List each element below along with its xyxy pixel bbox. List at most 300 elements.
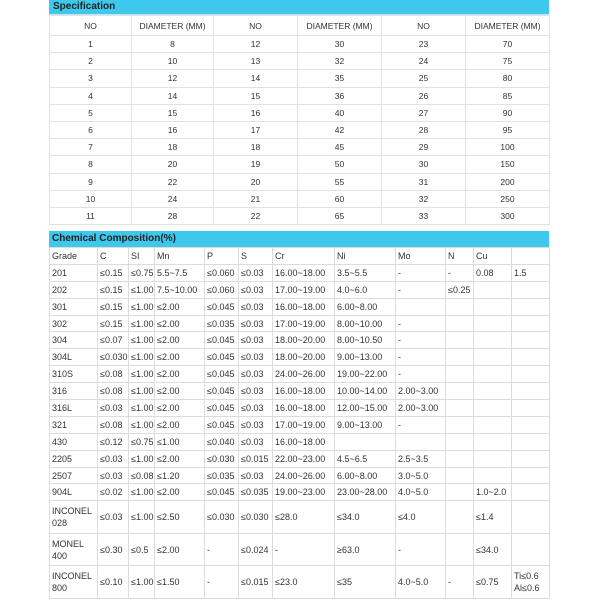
table-cell: ≤0.015 — [239, 566, 273, 599]
table-cell: 32 — [298, 53, 382, 70]
table-cell: ≤35 — [335, 566, 396, 599]
grade-cell: 304 — [50, 332, 98, 349]
table-cell: 5 — [50, 104, 132, 121]
table-cell: ≤0.03 — [98, 501, 129, 534]
table-cell: ≤23.0 — [273, 566, 335, 599]
table-row — [50, 87, 550, 104]
spec-header-cell: NO — [50, 16, 132, 36]
table-cell: 29 — [382, 139, 466, 156]
table-cell: 30 — [382, 156, 466, 173]
grade-cell: 2507 — [50, 467, 98, 484]
grade-cell: 430 — [50, 433, 98, 450]
table-cell: ≤34.0 — [335, 501, 396, 534]
table-cell: ≤1.00 — [129, 501, 155, 534]
table-cell: 18.00~20.00 — [273, 332, 335, 349]
chemical-composition-table — [49, 231, 549, 599]
table-cell — [474, 349, 512, 366]
table-cell — [512, 484, 550, 501]
table-cell — [512, 349, 550, 366]
table-cell: 24.00~26.00 — [273, 467, 335, 484]
table-cell: 90 — [466, 104, 550, 121]
table-cell: 25 — [382, 70, 466, 87]
table-cell: ≤0.12 — [98, 433, 129, 450]
table-cell: - — [273, 533, 335, 566]
table-cell: 16 — [214, 104, 298, 121]
table-cell — [512, 332, 550, 349]
table-cell: 23 — [382, 36, 466, 53]
table-cell: ≤0.30 — [98, 533, 129, 566]
table-row — [50, 190, 550, 207]
table-cell: ≤2.00 — [155, 315, 205, 332]
table-cell: 100 — [466, 139, 550, 156]
table-row — [50, 332, 550, 349]
grade-cell: INCONEL 028 — [50, 501, 98, 534]
table-cell: - — [446, 264, 474, 281]
table-cell: ≤1.00 — [129, 366, 155, 383]
table-cell: 8.00~10.00 — [335, 315, 396, 332]
table-cell: ≤0.045 — [205, 484, 239, 501]
table-cell — [396, 298, 446, 315]
table-cell: - — [396, 332, 446, 349]
table-cell: 8.00~10.50 — [335, 332, 396, 349]
table-row — [50, 173, 550, 190]
table-cell: 16.00~18.00 — [273, 298, 335, 315]
table-cell: ≤0.060 — [205, 264, 239, 281]
table-cell: 15 — [214, 87, 298, 104]
table-cell: 16.00~18.00 — [273, 433, 335, 450]
table-row — [50, 433, 550, 450]
chem-header-cell: Cr — [273, 248, 335, 265]
table-row — [50, 139, 550, 156]
table-cell: 1.5 — [512, 264, 550, 281]
table-cell: 16 — [132, 121, 214, 138]
table-cell: ≤1.00 — [129, 484, 155, 501]
chem-header-cell: S — [239, 248, 273, 265]
table-cell: 10 — [50, 190, 132, 207]
table-cell: 4.0~5.0 — [396, 484, 446, 501]
table-cell: ≤0.03 — [98, 467, 129, 484]
table-cell: ≤1.00 — [129, 416, 155, 433]
table-cell: 4.5~6.5 — [335, 450, 396, 467]
table-cell: 50 — [298, 156, 382, 173]
table-cell: ≤0.030 — [239, 501, 273, 534]
chem-header-cell: P — [205, 248, 239, 265]
table-cell: ≤1.00 — [129, 315, 155, 332]
table-cell — [512, 400, 550, 417]
table-cell — [474, 281, 512, 298]
chem-header-cell: Ni — [335, 248, 396, 265]
table-cell: ≤1.00 — [129, 450, 155, 467]
table-cell: 15 — [132, 104, 214, 121]
table-cell: 2.00~3.00 — [396, 383, 446, 400]
table-cell: 10 — [132, 53, 214, 70]
table-row — [50, 36, 550, 53]
table-cell: 20 — [214, 173, 298, 190]
table-cell — [446, 501, 474, 534]
specification-title: Specification — [49, 0, 549, 15]
table-cell: ≤0.03 — [98, 450, 129, 467]
table-cell: ≤0.03 — [239, 281, 273, 298]
table-cell: 0.08 — [474, 264, 512, 281]
chem-header-cell: Mo — [396, 248, 446, 265]
chemical-composition-title: Chemical Composition(%) — [49, 231, 549, 247]
spec-header-cell: DIAMETER (MM) — [132, 16, 214, 36]
table-cell — [446, 400, 474, 417]
table-cell — [446, 383, 474, 400]
grade-cell: 304L — [50, 349, 98, 366]
specification-grid — [49, 15, 550, 225]
table-cell — [512, 366, 550, 383]
grade-cell: INCONEL 800 — [50, 566, 98, 599]
table-cell — [474, 416, 512, 433]
table-cell — [446, 332, 474, 349]
table-cell — [446, 433, 474, 450]
table-cell — [512, 383, 550, 400]
table-cell: Ti≤0.6 Al≤0.6 — [512, 566, 550, 599]
table-cell: ≤2.00 — [155, 450, 205, 467]
table-cell: 9 — [50, 173, 132, 190]
table-cell: ≤2.00 — [155, 533, 205, 566]
table-cell: ≤0.03 — [239, 416, 273, 433]
table-cell: 250 — [466, 190, 550, 207]
table-cell: 200 — [466, 173, 550, 190]
table-cell: - — [396, 281, 446, 298]
table-cell: 24.00~26.00 — [273, 366, 335, 383]
chem-header-cell: C — [98, 248, 129, 265]
grade-cell: 302 — [50, 315, 98, 332]
chem-header-cell: Grade — [50, 248, 98, 265]
table-cell: 300 — [466, 207, 550, 224]
table-cell: ≤0.035 — [239, 484, 273, 501]
table-cell: - — [396, 315, 446, 332]
table-cell: ≤0.15 — [98, 315, 129, 332]
table-cell — [446, 450, 474, 467]
table-row — [50, 264, 550, 281]
table-cell — [396, 433, 446, 450]
table-cell: 95 — [466, 121, 550, 138]
grade-cell: MONEL 400 — [50, 533, 98, 566]
table-cell: 150 — [466, 156, 550, 173]
table-cell: 24 — [382, 53, 466, 70]
table-cell: 21 — [214, 190, 298, 207]
table-cell: ≤0.045 — [205, 332, 239, 349]
table-cell: 11 — [50, 207, 132, 224]
table-cell: 70 — [466, 36, 550, 53]
table-cell: 4 — [50, 87, 132, 104]
table-cell: 6.00~8.00 — [335, 467, 396, 484]
table-cell: ≤1.00 — [129, 298, 155, 315]
table-cell: ≤0.03 — [239, 349, 273, 366]
table-cell: ≤0.060 — [205, 281, 239, 298]
table-cell — [512, 467, 550, 484]
spec-header-cell: NO — [214, 16, 298, 36]
table-cell: 45 — [298, 139, 382, 156]
table-cell: ≤2.00 — [155, 349, 205, 366]
table-cell: 8 — [132, 36, 214, 53]
table-cell: ≤0.030 — [205, 450, 239, 467]
table-cell: 42 — [298, 121, 382, 138]
table-cell: 14 — [132, 87, 214, 104]
table-cell — [446, 467, 474, 484]
table-cell: ≤0.045 — [205, 416, 239, 433]
table-cell: 9.00~13.00 — [335, 349, 396, 366]
table-cell: ≤0.10 — [98, 566, 129, 599]
table-cell: 55 — [298, 173, 382, 190]
table-row — [50, 281, 550, 298]
table-row — [50, 501, 550, 534]
spec-header-row — [50, 16, 550, 36]
table-cell: ≤2.00 — [155, 383, 205, 400]
table-cell — [512, 281, 550, 298]
table-row — [50, 416, 550, 433]
table-cell: 80 — [466, 70, 550, 87]
table-cell: ≤0.02 — [98, 484, 129, 501]
table-cell: ≤2.00 — [155, 484, 205, 501]
table-row — [50, 450, 550, 467]
table-cell: 26 — [382, 87, 466, 104]
table-row — [50, 298, 550, 315]
chem-header-cell: Cu — [474, 248, 512, 265]
table-cell: ≤0.015 — [239, 450, 273, 467]
table-cell: ≤0.035 — [205, 315, 239, 332]
table-cell: 60 — [298, 190, 382, 207]
table-cell: 10.00~14.00 — [335, 383, 396, 400]
table-cell: 7.5~10.00 — [155, 281, 205, 298]
table-cell — [446, 533, 474, 566]
table-row — [50, 383, 550, 400]
table-row — [50, 484, 550, 501]
table-cell — [474, 383, 512, 400]
table-cell: ≤0.25 — [446, 281, 474, 298]
table-row — [50, 104, 550, 121]
grade-cell: 301 — [50, 298, 98, 315]
grade-cell: 316L — [50, 400, 98, 417]
grade-cell: 904L — [50, 484, 98, 501]
table-cell: ≤4.0 — [396, 501, 446, 534]
chem-header-cell: Mn — [155, 248, 205, 265]
table-cell: ≤0.03 — [239, 400, 273, 417]
table-cell — [474, 433, 512, 450]
table-cell: 31 — [382, 173, 466, 190]
table-cell: 27 — [382, 104, 466, 121]
table-cell: 5.5~7.5 — [155, 264, 205, 281]
table-cell: ≤2.50 — [155, 501, 205, 534]
table-cell: ≤0.08 — [98, 366, 129, 383]
table-cell: ≤0.15 — [98, 281, 129, 298]
table-cell: 17.00~19.00 — [273, 281, 335, 298]
grade-cell: 202 — [50, 281, 98, 298]
table-cell: ≤1.00 — [129, 383, 155, 400]
table-cell — [474, 332, 512, 349]
table-cell: ≤1.00 — [129, 332, 155, 349]
table-cell: ≤0.03 — [98, 400, 129, 417]
table-cell: 32 — [382, 190, 466, 207]
table-cell: ≤0.040 — [205, 433, 239, 450]
table-cell: 13 — [214, 53, 298, 70]
table-cell: 65 — [298, 207, 382, 224]
table-cell: - — [205, 533, 239, 566]
table-cell: 75 — [466, 53, 550, 70]
table-cell: 28 — [382, 121, 466, 138]
table-cell: 12.00~15.00 — [335, 400, 396, 417]
table-cell: ≤0.045 — [205, 400, 239, 417]
table-cell: 19.00~22.00 — [335, 366, 396, 383]
table-cell: ≤0.07 — [98, 332, 129, 349]
table-cell — [474, 366, 512, 383]
table-cell: 24 — [132, 190, 214, 207]
table-cell: 17 — [214, 121, 298, 138]
spec-header-cell: DIAMETER (MM) — [466, 16, 550, 36]
table-cell: 40 — [298, 104, 382, 121]
table-cell: 8 — [50, 156, 132, 173]
grade-cell: 2205 — [50, 450, 98, 467]
table-row — [50, 315, 550, 332]
table-cell: ≤1.00 — [129, 349, 155, 366]
table-cell: ≤0.08 — [98, 416, 129, 433]
table-cell: 19 — [214, 156, 298, 173]
table-cell: - — [396, 264, 446, 281]
table-cell: 23.00~28.00 — [335, 484, 396, 501]
table-cell: - — [446, 566, 474, 599]
table-cell — [512, 416, 550, 433]
table-cell — [474, 298, 512, 315]
table-cell: 18.00~20.00 — [273, 349, 335, 366]
table-cell: ≤0.03 — [239, 298, 273, 315]
table-cell: ≤2.00 — [155, 416, 205, 433]
table-cell — [474, 400, 512, 417]
table-cell: ≤0.03 — [239, 383, 273, 400]
grade-cell: 201 — [50, 264, 98, 281]
table-cell: ≤28.0 — [273, 501, 335, 534]
table-cell: ≤34.0 — [474, 533, 512, 566]
table-cell: 2.00~3.00 — [396, 400, 446, 417]
table-cell: 4.0~6.0 — [335, 281, 396, 298]
table-cell: 7 — [50, 139, 132, 156]
table-row — [50, 366, 550, 383]
table-row — [50, 533, 550, 566]
table-cell: - — [396, 533, 446, 566]
table-row — [50, 467, 550, 484]
table-cell — [512, 450, 550, 467]
spec-header-cell: DIAMETER (MM) — [298, 16, 382, 36]
table-cell: ≤0.15 — [98, 264, 129, 281]
table-cell: ≤0.75 — [129, 433, 155, 450]
table-cell: - — [205, 566, 239, 599]
table-cell — [446, 298, 474, 315]
table-cell: ≤2.00 — [155, 400, 205, 417]
table-row — [50, 566, 550, 599]
table-cell: 22 — [214, 207, 298, 224]
table-row — [50, 156, 550, 173]
table-cell: 18 — [132, 139, 214, 156]
table-cell — [335, 433, 396, 450]
table-cell: ≤0.75 — [474, 566, 512, 599]
table-cell: 6.00~8.00 — [335, 298, 396, 315]
table-cell: ≤0.045 — [205, 383, 239, 400]
table-cell: ≤0.15 — [98, 298, 129, 315]
table-cell: 14 — [214, 70, 298, 87]
table-cell: - — [396, 416, 446, 433]
table-cell — [446, 484, 474, 501]
table-cell: 35 — [298, 70, 382, 87]
table-cell: ≤0.024 — [239, 533, 273, 566]
table-cell: ≤0.75 — [129, 264, 155, 281]
table-cell: ≥63.0 — [335, 533, 396, 566]
grade-cell: 316 — [50, 383, 98, 400]
table-cell: 85 — [466, 87, 550, 104]
table-cell: ≤0.03 — [239, 264, 273, 281]
table-cell: 22 — [132, 173, 214, 190]
table-cell: 2.5~3.5 — [396, 450, 446, 467]
table-cell: 3 — [50, 70, 132, 87]
table-cell: 28 — [132, 207, 214, 224]
table-cell: ≤2.00 — [155, 366, 205, 383]
table-cell: ≤1.50 — [155, 566, 205, 599]
table-cell: ≤0.045 — [205, 298, 239, 315]
chem-header-row — [50, 248, 550, 265]
table-cell: 16.00~18.00 — [273, 264, 335, 281]
table-row — [50, 207, 550, 224]
table-cell — [512, 433, 550, 450]
table-cell — [512, 501, 550, 534]
table-cell — [446, 349, 474, 366]
table-cell: 12 — [214, 36, 298, 53]
chemical-composition-grid — [49, 247, 550, 599]
table-cell: 20 — [132, 156, 214, 173]
chem-header-cell: N — [446, 248, 474, 265]
table-cell: 1.0~2.0 — [474, 484, 512, 501]
table-cell: ≤0.03 — [239, 315, 273, 332]
table-cell: ≤0.08 — [98, 383, 129, 400]
table-row — [50, 400, 550, 417]
table-cell: ≤2.00 — [155, 332, 205, 349]
chem-header-cell: SI — [129, 248, 155, 265]
table-cell: 12 — [132, 70, 214, 87]
table-cell — [512, 533, 550, 566]
table-cell — [446, 416, 474, 433]
table-cell: ≤0.030 — [205, 501, 239, 534]
table-cell: ≤0.030 — [98, 349, 129, 366]
table-cell: 3.5~5.5 — [335, 264, 396, 281]
table-cell: 16.00~18.00 — [273, 400, 335, 417]
table-cell: ≤0.08 — [129, 467, 155, 484]
table-cell: 3.0~5.0 — [396, 467, 446, 484]
table-cell: - — [396, 366, 446, 383]
table-cell — [474, 450, 512, 467]
table-row — [50, 121, 550, 138]
table-cell: ≤0.045 — [205, 349, 239, 366]
table-cell: ≤2.00 — [155, 298, 205, 315]
spec-header-cell: NO — [382, 16, 466, 36]
table-cell: 6 — [50, 121, 132, 138]
grade-cell: 321 — [50, 416, 98, 433]
table-cell: 9.00~13.00 — [335, 416, 396, 433]
table-cell: 1 — [50, 36, 132, 53]
table-row — [50, 349, 550, 366]
table-cell: 4.0~5.0 — [396, 566, 446, 599]
table-cell: ≤1.20 — [155, 467, 205, 484]
table-cell: 17.00~19.00 — [273, 416, 335, 433]
specification-table — [49, 0, 549, 225]
table-cell: ≤0.035 — [205, 467, 239, 484]
table-cell — [446, 315, 474, 332]
table-cell: ≤1.00 — [155, 433, 205, 450]
table-cell: ≤0.03 — [239, 366, 273, 383]
table-cell: ≤1.00 — [129, 400, 155, 417]
table-cell — [474, 467, 512, 484]
table-cell: ≤1.4 — [474, 501, 512, 534]
table-cell: 30 — [298, 36, 382, 53]
